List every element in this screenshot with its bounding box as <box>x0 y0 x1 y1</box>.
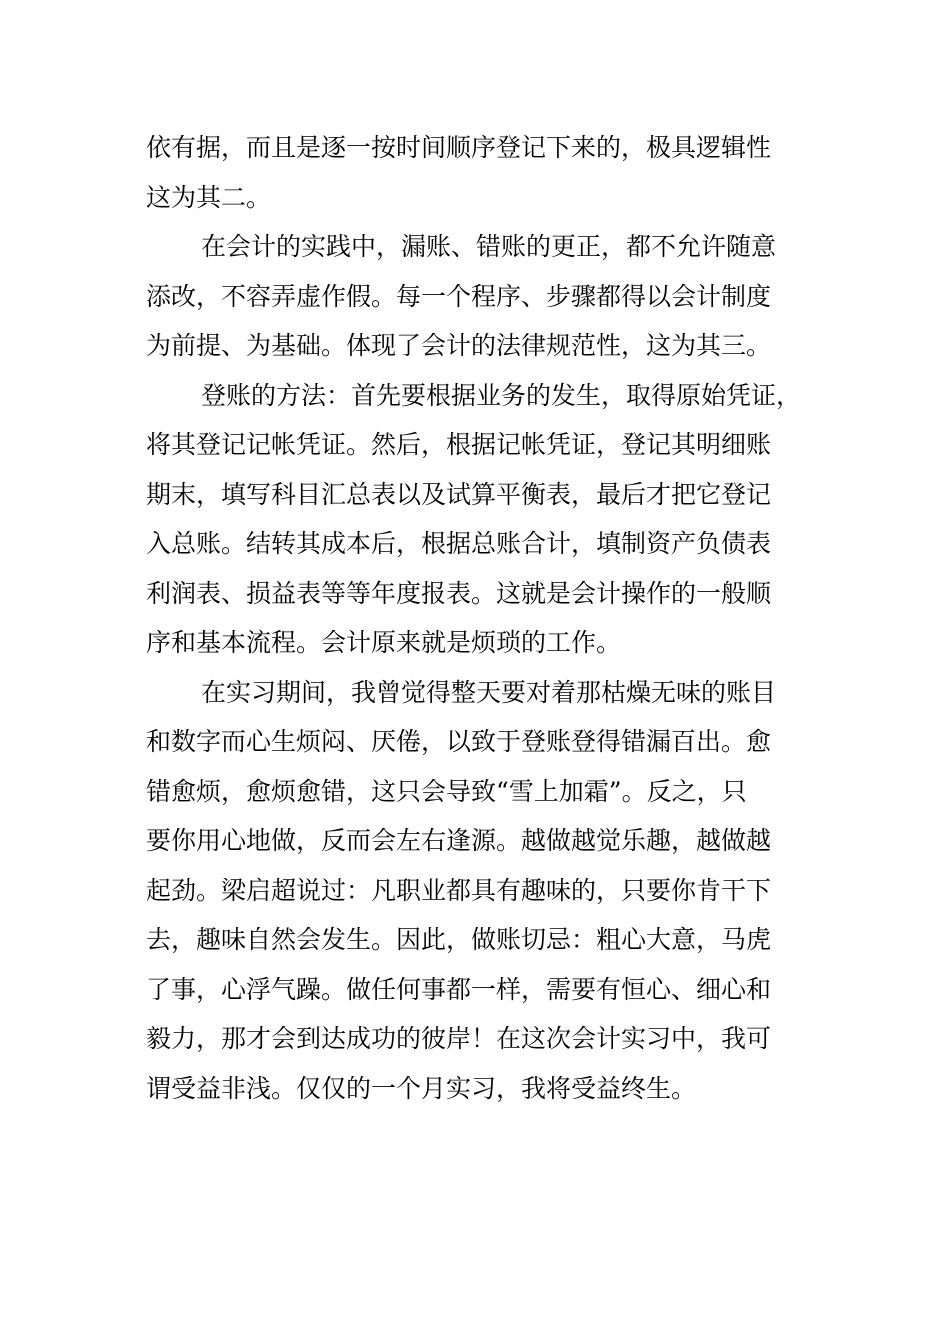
text-line: 起劲。梁启超说过：凡职业都具有趣味的，只要你肯干下 <box>146 875 772 905</box>
text-line: 这为其二。 <box>146 182 272 212</box>
text-line: 去，趣味自然会发生。因此，做账切忌：粗心大意，马虎 <box>146 925 772 954</box>
text-line: 为前提、为基础。体现了会计的法律规范性，这为其三。 <box>146 331 772 360</box>
text-line: 要你用心地做，反而会左右逢源。越做越觉乐趣，越做越 <box>146 826 772 855</box>
text-line: 利润表、损益表等等年度报表。这就是会计操作的一般顺 <box>146 578 772 608</box>
text-line: 将其登记记帐凭证。然后，根据记帐凭证，登记其明细账 <box>146 430 772 459</box>
body-text <box>146 123 811 1113</box>
text-line: 期末，填写科目汇总表以及试算平衡表，最后才把它登记 <box>146 479 772 509</box>
text-line: 依有据，而且是逐一按时间顺序登记下来的，极具逻辑性 <box>146 133 772 162</box>
text-line: 入总账。结转其成本后，根据总账合计，填制资产负债表 <box>146 529 772 558</box>
paragraph-3 <box>146 371 811 668</box>
text-line: 了事，心浮气躁。做任何事都一样，需要有恒心、细心和 <box>146 974 772 1004</box>
paragraph-2 <box>146 222 811 371</box>
text-line: 添改，不容弄虚作假。每一个程序、步骤都得以会计制度 <box>146 281 772 311</box>
text-line: 在会计的实践中，漏账、错账的更正，都不允许随意 <box>201 232 777 261</box>
text-line: 和数字而心生烦闷、厌倦，以致于登账登得错漏百出。愈 <box>146 727 772 756</box>
paragraph-4 <box>146 668 811 1114</box>
paragraph-1 <box>146 123 811 222</box>
text-line: 登账的方法：首先要根据业务的发生，取得原始凭证， <box>201 380 802 410</box>
text-line: 序和基本流程。会计原来就是烦琐的工作。 <box>146 628 622 657</box>
text-line: 错愈烦，愈烦愈错，这只会导致“雪上加霜”。反之，只 <box>146 776 747 806</box>
text-line: 毅力，那才会到达成功的彼岸！在这次会计实习中，我可 <box>146 1024 772 1053</box>
text-line: 在实习期间，我曾觉得整天要对着那枯燥无味的账目 <box>201 677 777 707</box>
text-line: 谓受益非浅。仅仅的一个月实习，我将受益终生。 <box>146 1073 697 1103</box>
